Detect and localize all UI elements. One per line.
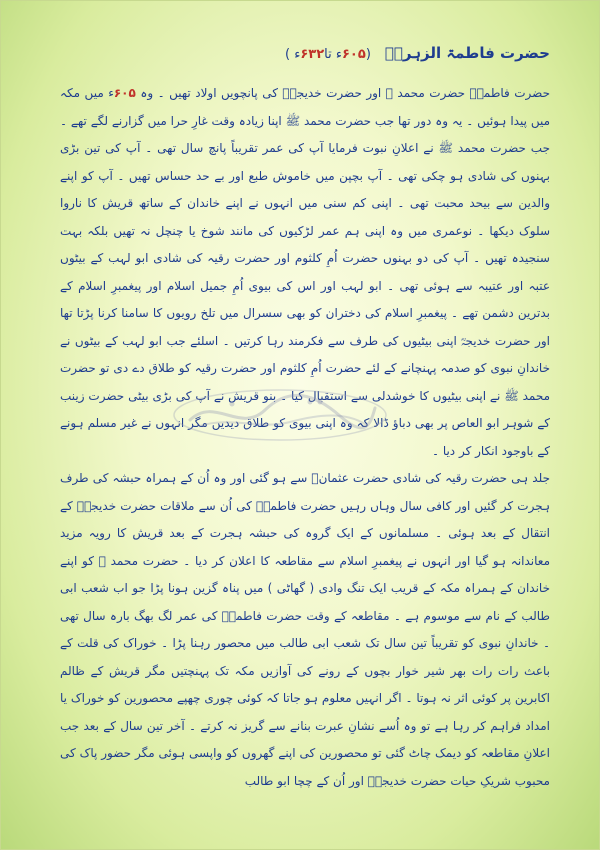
title-dates-open: ( xyxy=(365,47,371,62)
title-dates xyxy=(285,47,371,62)
paragraph-1-year: ۶۰۵ xyxy=(113,86,136,100)
page-title: حضرت فاطمۃ الزہرہؓ xyxy=(384,44,550,62)
paragraph-1-part-1: حضرت فاطمہؓ حضرت محمد ﷺ اور حضرت خدیجہؓ کی پانچویں اولاد تھیں ۔ وہ xyxy=(140,86,550,100)
title-dates-separator: ء تا xyxy=(324,47,342,62)
birth-year: ۶۰۵ xyxy=(342,47,366,62)
paragraph-2: جلد ہی حضرت رقیہ کی شادی حضرت عثمانؓ سے ہو گئی اور وہ اُن کے ہمراہ حبشہ کی طرف ہجرت کر گئیں اور کافی سال وہاں رہیں حضرت فاطمہؓ کی اُن سے ملاقات حضرت خدیجہؓ کے انتقال کے بعد ہوئی ۔ مسلمانوں کے ایک گروہ کی حبشہ ہجرت کے بعد قریش کا رویہ مزید معاندانہ ہو گیا اور انہوں نے پیغمبرِ اسلام سے مقاطعہ کا اعلان کر دیا ۔ حضرت محمد ﷺ کو اپنے خاندان کے ہمراہ مکہ کے قریب ایک تنگ وادی ( گھاٹی ) میں پناہ گزین ہونا پڑا جو اب شعب ابی طالب کے نام سے موسوم ہے ۔ مقاطعہ کے وقت حضرت فاطمہؓ کی عمر لگ بھگ بارہ سال تھی ۔ خاندانِ نبوی کو تقریباً تین سال تک شعب ابی طالب میں محصور رہنا پڑا ۔ خوراک کی قلت کے باعث رات رات بھر شیر خوار بچوں کے رونے کی آوازیں مکہ تک پہنچتیں مگر قریش کے ظالم اکابرین پر کوئی اثر نہ ہوتا ۔ اگر انہیں معلوم ہو جاتا کہ کوئی چوری چھپے محصورین کو خوراک یا امداد فراہم کر رہا ہے تو وہ اُسے نشانِ عبرت بنانے سے گریز نہ کرتے ۔ آخر تین سال کے بعد جب اعلانِ مقاطعہ کو دیمک چاٹ گئی تو محصورین کی اپنے گھروں کو واپسی ہوئی مگر حضور پاک کی محبوب شریکِ حیات حضرت خدیجہؓ اور اُن کے چچا ابو طالب xyxy=(60,471,550,788)
paragraph-1-part-2: ء میں مکہ میں پیدا ہوئیں ۔ یہ وہ دور تھا جب حضرت محمد ﷺ اپنا زیادہ وقت غارِ حرا میں گزارنے لگے تھے ۔ جب حضرت محمد ﷺ نے اعلانِ نبوت فرمایا آپ کی عمر تقریباً پانچ سال تھی ۔ آپ کی تین بڑی بہنوں کی شادی ہو چکی تھی ۔ آپ بچپن میں خاموش طبع اور بے حد حساس تھیں ۔ آپ کو اپنے والدین سے بیحد محبت تھی ۔ اپنی کم سنی میں انہوں نے اپنے خاندان کے ساتھ قریش کا ناروا سلوک دیکھا ۔ نوعمری میں وہ اپنی ہم عمر لڑکیوں کی مانند شوخ یا چنچل نہ تھیں بلکہ بہت سنجیدہ تھیں ۔ آپ کی دو بہنوں حضرت اُمِ کلثوم اور حضرت رقیہ کی شادی ابو لہب کے بیٹوں عتبہ اور عتیبہ سے ہوئی تھی ۔ ابو لہب اور اس کی بیوی اُمِ جمیل اسلام اور پیغمبرِ اسلام کے بدترین دشمن تھے ۔ پیغمبرِ اسلام کی دختران کو بھی سسرال میں تلخ رویوں کا سامنا کرنا پڑتا تھا اور حضرت خدیجہؓ اپنی بیٹیوں کی طرف سے فکرمند رہا کرتیں ۔ اسلئے جب ابو لہب کے بیٹوں نے خاندانِ نبوی کو صدمہ پہنچانے کے لئے حضرت اُمِ کلثوم اور حضرت رقیہ کو طلاق دے دی تو حضرت محمد ﷺ نے اپنی بیٹیوں کا خوشدلی سے استقبال کیا ۔ بنو قریش نے آپ کی بڑی بیٹی حضرت زینب کے شوہر ابو العاص پر بھی دباؤ ڈالا کہ وہ اپنی بیوی کو طلاق دیدیں مگر انہوں نے غیر مسلم ہونے کے باوجود انکار کر دیا ۔ xyxy=(60,86,550,458)
paragraph-1 xyxy=(60,80,550,465)
death-year: ۶۳۲ xyxy=(300,47,325,62)
document-body xyxy=(60,44,550,804)
title-dates-close: ء ) xyxy=(285,47,301,62)
title-row xyxy=(60,44,550,80)
